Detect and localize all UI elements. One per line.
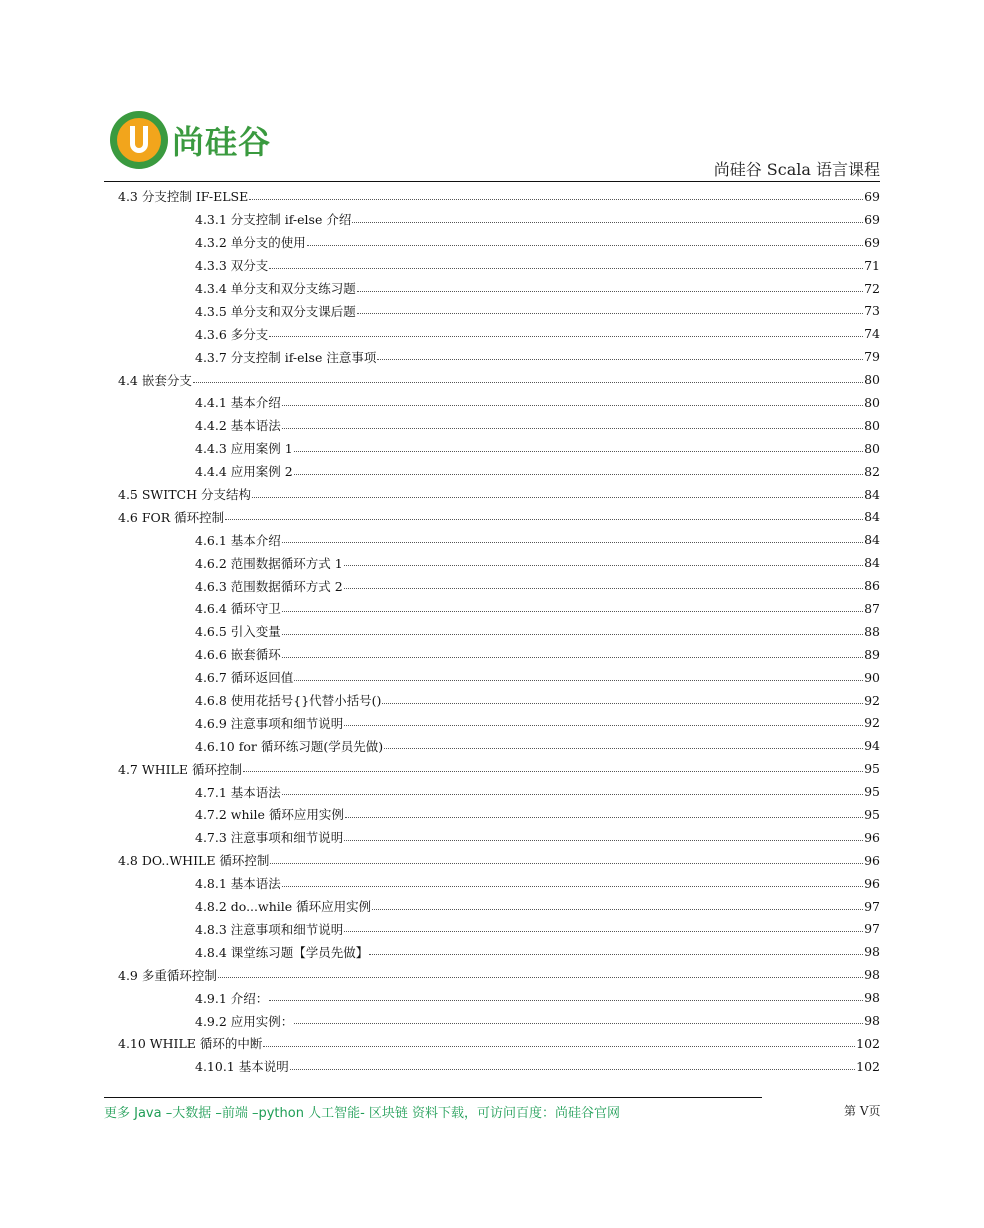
toc-entry[interactable] <box>118 986 880 1009</box>
page-number: 第 V页 <box>844 1104 881 1118</box>
toc-dot-leader <box>369 954 863 955</box>
toc-entry-page: 80 <box>864 440 880 456</box>
toc-entry[interactable] <box>118 780 880 803</box>
toc-entry-title: 4.9.2 应用实例： <box>195 1013 294 1029</box>
toc-dot-leader <box>382 703 863 704</box>
toc-dot-leader <box>282 886 863 887</box>
toc-entry-page: 69 <box>864 234 880 250</box>
toc-entry[interactable] <box>118 849 880 872</box>
toc-entry-title: 4.7.1 基本语法 <box>195 784 281 800</box>
toc-dot-leader <box>282 634 863 635</box>
toc-entry[interactable] <box>118 963 880 986</box>
toc-entry-title: 4.6 FOR 循环控制 <box>118 509 225 525</box>
toc-entry[interactable] <box>118 277 880 300</box>
toc-entry[interactable] <box>118 368 880 391</box>
toc-entry-page: 82 <box>864 463 880 479</box>
footer-divider <box>104 1097 762 1098</box>
page-header-title: 尚硅谷 Scala 语言课程 <box>713 160 880 179</box>
toc-dot-leader <box>344 588 863 589</box>
toc-dot-leader <box>307 245 863 246</box>
toc-entry-page: 92 <box>864 692 880 708</box>
toc-entry-page: 94 <box>864 738 880 754</box>
toc-entry-page: 98 <box>864 990 880 1006</box>
toc-entry-title: 4.3 分支控制 IF-ELSE <box>118 189 249 205</box>
toc-dot-leader <box>294 474 863 475</box>
toc-entry-title: 4.4.3 应用案例 1 <box>195 441 293 457</box>
toc-dot-leader <box>282 794 863 795</box>
toc-entry-page: 69 <box>864 188 880 204</box>
toc-entry-page: 87 <box>864 600 880 616</box>
toc-dot-leader <box>377 359 863 360</box>
toc-entry-page: 80 <box>864 394 880 410</box>
toc-entry-page: 84 <box>864 532 880 548</box>
toc-entry-page: 79 <box>864 349 880 365</box>
toc-dot-leader <box>352 222 863 223</box>
toc-entry-page: 80 <box>864 417 880 433</box>
toc-entry-page: 69 <box>864 211 880 227</box>
toc-entry-title: 4.6.7 循环返回值 <box>195 670 294 686</box>
toc-dot-leader <box>282 611 863 612</box>
toc-entry-page: 84 <box>864 486 880 502</box>
toc-dot-leader <box>344 840 863 841</box>
toc-entry[interactable] <box>118 299 880 322</box>
toc-entry-title: 4.3.3 双分支 <box>195 258 269 274</box>
toc-entry-page: 80 <box>864 372 880 388</box>
toc-entry[interactable] <box>118 1009 880 1032</box>
toc-dot-leader <box>344 725 863 726</box>
toc-entry-page: 90 <box>864 669 880 685</box>
toc-entry-page: 74 <box>864 326 880 342</box>
toc-entry-title: 4.10 WHILE 循环的中断 <box>118 1036 263 1052</box>
toc-entry-title: 4.9 多重循环控制 <box>118 967 217 983</box>
brand-logo <box>108 108 308 172</box>
toc-entry-title: 4.6.3 范围数据循环方式 2 <box>195 578 343 594</box>
toc-entry-page: 95 <box>864 784 880 800</box>
toc-entry-title: 4.3.2 单分支的使用 <box>195 235 306 251</box>
toc-entry-title: 4.7 WHILE 循环控制 <box>118 761 242 777</box>
toc-entry-page: 88 <box>864 623 880 639</box>
toc-dot-leader <box>252 497 863 498</box>
toc-dot-leader <box>344 565 863 566</box>
toc-entry[interactable] <box>118 803 880 826</box>
toc-entry-page: 92 <box>864 715 880 731</box>
logo-u-icon <box>108 109 170 171</box>
toc-entry-title: 4.4.2 基本语法 <box>195 418 281 434</box>
toc-entry[interactable] <box>118 1055 880 1078</box>
toc-entry[interactable] <box>118 940 880 963</box>
toc-entry[interactable] <box>118 391 880 414</box>
toc-dot-leader <box>269 268 863 269</box>
toc-entry-page: 98 <box>864 944 880 960</box>
toc-entry[interactable] <box>118 643 880 666</box>
toc-dot-leader <box>345 817 863 818</box>
toc-entry[interactable] <box>118 231 880 254</box>
toc-entry-title: 4.8.1 基本语法 <box>195 876 281 892</box>
toc-entry-title: 4.4.4 应用案例 2 <box>195 464 293 480</box>
toc-entry[interactable] <box>118 437 880 460</box>
toc-dot-leader <box>225 519 863 520</box>
header-divider <box>104 181 880 182</box>
toc-entry[interactable] <box>118 757 880 780</box>
toc-entry-page: 89 <box>864 646 880 662</box>
toc-entry-title: 4.7.3 注意事项和细节说明 <box>195 830 344 846</box>
toc-entry[interactable] <box>118 574 880 597</box>
toc-entry[interactable] <box>118 689 880 712</box>
toc-entry[interactable] <box>118 505 880 528</box>
toc-entry-page: 102 <box>856 1058 880 1074</box>
toc-entry-title: 4.4.1 基本介绍 <box>195 395 281 411</box>
toc-entry-page: 86 <box>864 578 880 594</box>
toc-entry[interactable] <box>118 345 880 368</box>
toc-entry-page: 97 <box>864 921 880 937</box>
toc-entry-page: 102 <box>856 1035 880 1051</box>
toc-entry-title: 4.6.8 使用花括号{}代替小括号() <box>195 693 382 709</box>
toc-entry-page: 98 <box>864 1013 880 1028</box>
toc-entry-page: 73 <box>864 303 880 319</box>
toc-entry[interactable] <box>118 895 880 918</box>
toc-dot-leader <box>344 931 863 932</box>
toc-dot-leader <box>282 657 863 658</box>
toc-entry[interactable] <box>118 711 880 734</box>
toc-entry[interactable] <box>118 734 880 757</box>
toc-entry-title: 4.8.2 do...while 循环应用实例 <box>195 899 372 915</box>
toc-entry[interactable] <box>118 528 880 551</box>
toc-entry[interactable] <box>118 620 880 643</box>
toc-entry-title: 4.7.2 while 循环应用实例 <box>195 807 344 823</box>
toc-entry-title: 4.6.10 for 循环练习题(学员先做) <box>195 738 384 754</box>
toc-entry[interactable] <box>118 414 880 437</box>
toc-entry-title: 4.3.6 多分支 <box>195 326 269 342</box>
toc-entry[interactable] <box>118 322 880 345</box>
toc-entry-title: 4.6.9 注意事项和细节说明 <box>195 715 344 731</box>
toc-entry-title: 4.5 SWITCH 分支结构 <box>118 487 251 503</box>
toc-entry-page: 72 <box>864 280 880 296</box>
toc-entry-page: 98 <box>864 967 880 983</box>
toc-dot-leader <box>294 1023 863 1024</box>
toc-entry[interactable] <box>118 254 880 277</box>
toc-entry-title: 4.6.1 基本介绍 <box>195 532 281 548</box>
toc-entry-page: 96 <box>864 875 880 891</box>
toc-entry-page: 84 <box>864 509 880 525</box>
toc-entry-title: 4.8.4 课堂练习题【学员先做】 <box>195 944 369 960</box>
toc-entry-page: 95 <box>864 761 880 777</box>
toc-entry-title: 4.3.7 分支控制 if-else 注意事项 <box>195 349 377 365</box>
toc-entry-title: 4.6.2 范围数据循环方式 1 <box>195 555 343 571</box>
toc-dot-leader <box>372 909 863 910</box>
toc-entry[interactable] <box>118 460 880 483</box>
toc-dot-leader <box>249 199 863 200</box>
table-of-contents <box>118 185 880 1078</box>
toc-entry-page: 95 <box>864 806 880 822</box>
toc-entry-title: 4.3.5 单分支和双分支课后题 <box>195 303 356 319</box>
toc-entry-page: 97 <box>864 898 880 914</box>
toc-entry-page: 96 <box>864 829 880 845</box>
toc-dot-leader <box>290 1069 855 1070</box>
toc-entry-title: 4.6.6 嵌套循环 <box>195 647 281 663</box>
toc-dot-leader <box>193 382 863 383</box>
toc-dot-leader <box>218 977 863 978</box>
toc-entry[interactable] <box>118 551 880 574</box>
toc-dot-leader <box>269 1000 863 1001</box>
toc-dot-leader <box>263 1046 855 1047</box>
logo-text: 尚硅谷 <box>172 123 272 161</box>
toc-entry-page: 71 <box>864 257 880 273</box>
toc-dot-leader <box>282 405 863 406</box>
toc-entry[interactable] <box>118 826 880 849</box>
toc-entry-title: 4.4 嵌套分支 <box>118 372 192 388</box>
toc-dot-leader <box>243 771 863 772</box>
footer-promo-text: 更多 Java –大数据 –前端 –python 人工智能- 区块链 资料下载，可访问百度：尚硅谷官网 <box>104 1106 621 1121</box>
toc-entry-page: 96 <box>864 852 880 868</box>
toc-dot-leader <box>269 336 863 337</box>
toc-dot-leader <box>357 313 863 314</box>
toc-dot-leader <box>384 748 863 749</box>
toc-dot-leader <box>294 680 863 681</box>
toc-dot-leader <box>270 863 863 864</box>
toc-entry-title: 4.8.3 注意事项和细节说明 <box>195 921 344 937</box>
toc-entry-title: 4.10.1 基本说明 <box>195 1059 289 1075</box>
toc-dot-leader <box>357 291 863 292</box>
toc-dot-leader <box>282 428 863 429</box>
toc-entry-title: 4.9.1 介绍： <box>195 990 269 1006</box>
toc-entry[interactable] <box>118 872 880 895</box>
toc-entry[interactable] <box>118 918 880 941</box>
toc-entry[interactable] <box>118 185 880 208</box>
toc-entry[interactable] <box>118 597 880 620</box>
toc-entry[interactable] <box>118 666 880 689</box>
toc-entry[interactable] <box>118 1032 880 1055</box>
toc-entry[interactable] <box>118 208 880 231</box>
toc-dot-leader <box>294 451 863 452</box>
toc-entry-page: 84 <box>864 555 880 571</box>
toc-entry-title: 4.6.4 循环守卫 <box>195 601 281 617</box>
toc-entry[interactable] <box>118 483 880 506</box>
toc-entry-title: 4.3.4 单分支和双分支练习题 <box>195 281 356 296</box>
toc-entry-title: 4.3.1 分支控制 if-else 介绍 <box>195 212 352 228</box>
toc-entry-title: 4.6.5 引入变量 <box>195 624 281 640</box>
toc-dot-leader <box>282 542 863 543</box>
toc-entry-title: 4.8 DO..WHILE 循环控制 <box>118 853 270 869</box>
